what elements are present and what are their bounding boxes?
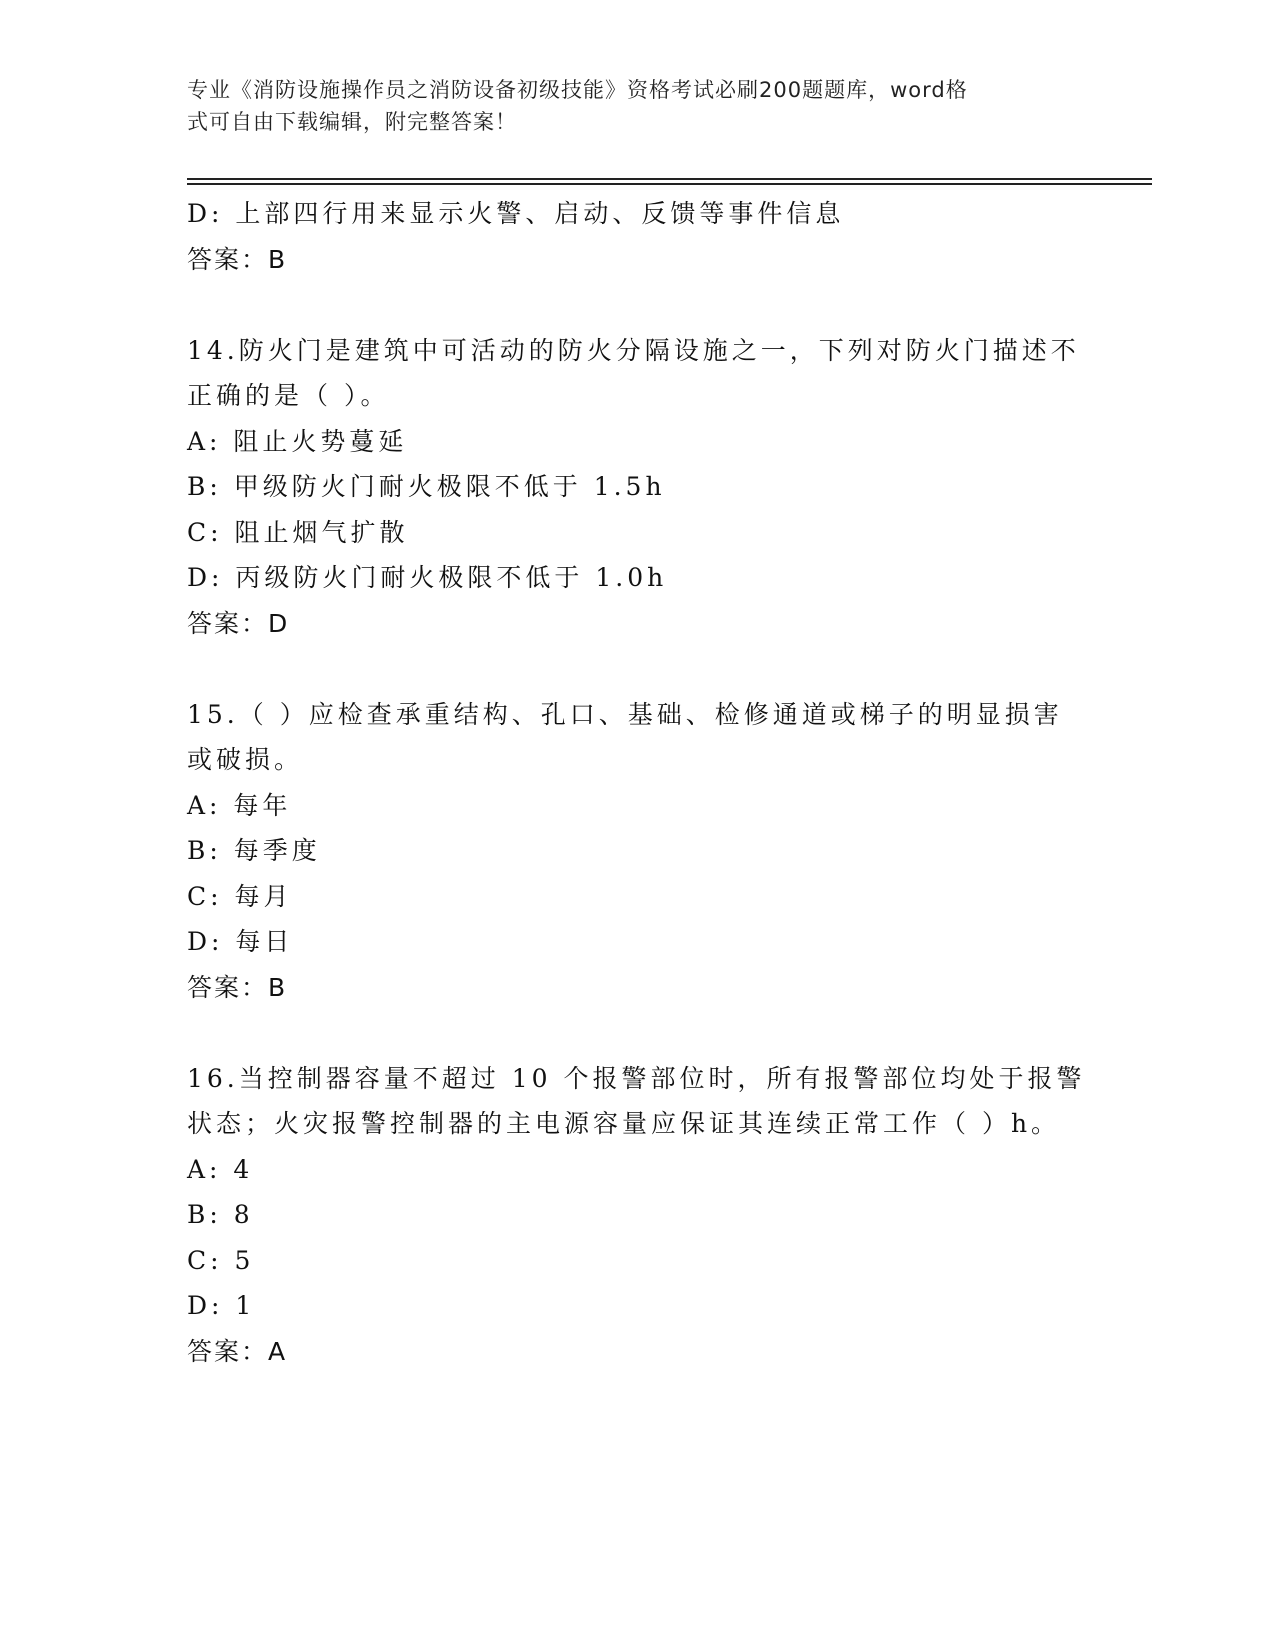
option-c: C: 每月	[187, 881, 293, 911]
question-list	[187, 191, 1087, 1374]
option-a: A: 4	[187, 1154, 254, 1184]
option-b: B: 8	[187, 1200, 254, 1229]
question-stem	[187, 692, 1087, 783]
option-b: B: 甲级防火门耐火极限不低于 1.5h	[187, 472, 666, 501]
option-d: D: 每日	[187, 927, 294, 956]
page-header	[187, 74, 1077, 138]
question-stem-line-2: 正确的是（ ）。	[187, 381, 390, 410]
question-stem-line-1: 15.（ ）应检查承重结构、孔口、基础、检修通道或梯子的明显损害	[187, 699, 1063, 729]
question-stem-line-1: 14.防火门是建筑中可活动的防火分隔设施之一，下列对防火门描述不	[187, 335, 1080, 365]
option-d: D: 丙级防火门耐火极限不低于 1.0h	[187, 563, 668, 592]
answer-line: 答案：B	[187, 972, 288, 1002]
option-d: D: 1	[187, 1291, 256, 1320]
option-a: A: 每年	[187, 790, 292, 820]
question-block-13	[187, 191, 1087, 282]
header-divider-bottom	[187, 183, 1152, 185]
header-title-line-2: 式可自由下载编辑，附完整答案！	[187, 110, 517, 134]
question-block-14	[187, 328, 1087, 647]
option-c: C: 阻止烟气扩散	[187, 517, 409, 547]
answer-line: 答案：B	[187, 244, 288, 274]
spacer	[187, 282, 1087, 328]
question-stem-line-2: 或破损。	[187, 745, 304, 774]
header-title-line-1: 专业《消防设施操作员之消防设备初级技能》资格考试必刷200题题库，word格	[187, 78, 968, 102]
question-stem	[187, 328, 1087, 419]
question-stem	[187, 1056, 1087, 1147]
option-c: C: 5	[187, 1245, 255, 1275]
header-divider-top	[187, 178, 1152, 180]
spacer	[187, 1010, 1087, 1056]
answer-line: 答案：D	[187, 608, 290, 638]
question-stem-line-1: 16.当控制器容量不超过 10 个报警部位时，所有报警部位均处于报警	[187, 1063, 1086, 1093]
option-d: D: 上部四行用来显示火警、启动、反馈等事件信息	[187, 199, 845, 228]
option-b: B: 每季度	[187, 836, 321, 865]
question-block-15	[187, 692, 1087, 1011]
answer-line: 答案：A	[187, 1336, 288, 1366]
spacer	[187, 646, 1087, 692]
question-block-16	[187, 1056, 1087, 1375]
option-a: A: 阻止火势蔓延	[187, 426, 408, 456]
question-stem-line-2: 状态；火灾报警控制器的主电源容量应保证其连续正常工作（ ）h。	[187, 1109, 1061, 1138]
